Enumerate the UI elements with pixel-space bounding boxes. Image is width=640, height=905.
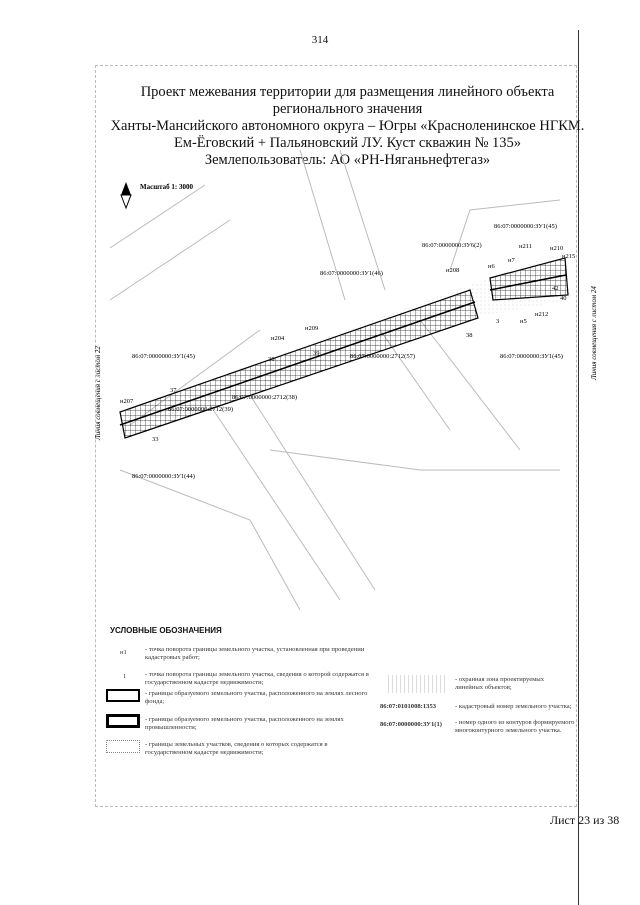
legend-symbol-point-new: н1 <box>120 649 127 656</box>
point-label: н210 <box>550 245 564 252</box>
point-label: н204 <box>271 335 285 342</box>
legend-swatch-industrial-land <box>106 714 140 728</box>
legend-text-registered-parcels: - границы земельных участков, сведения о которых содержатся в государственном кадастре недвижимости; <box>145 741 328 756</box>
title-line-1: Проект межевания территории для размещения линейного объекта <box>140 84 555 100</box>
legend-text-point-existing: - точка поворота границы земельного участка, сведения о которой содержатся в государственном кадастре недвижимости; <box>145 671 369 686</box>
title-line-2: регионального значения <box>272 101 423 117</box>
legend-text-point-new: - точка поворота границы земельного участка, установленная при проведении кадастровых работ; <box>145 646 365 661</box>
point-label: 37 <box>170 387 177 394</box>
point-label: 3 <box>496 318 500 325</box>
parcel-label: 86:07:0000000:ЗУ1(44) <box>132 473 195 480</box>
legend-swatch-protection-zone <box>388 675 446 693</box>
legend-symbol-point-existing: 1 <box>123 673 127 680</box>
point-label: н211 <box>519 243 532 250</box>
parcel-label: 86:07:0000000:ЗУ1(45) <box>500 353 563 360</box>
parcel-label: 86:07:0000000:ЗУ1(46) <box>320 270 383 277</box>
parcel-label: 86:07:0000000:2712(57) <box>350 353 415 360</box>
page-number: 314 <box>311 34 329 46</box>
legend-text-forest-land: - границы образуемого земельного участка, расположенного на землях лесного фонда; <box>145 690 368 705</box>
legend-text-protection-zone: - охранная зона проектируемых линейных объектов; <box>455 676 545 691</box>
point-label: н215 <box>562 253 576 260</box>
legend-text-industrial-land: - границы образуемого земельного участка, расположенного на землях промышленности; <box>145 716 344 731</box>
point-label: н5 <box>520 318 527 325</box>
north-arrow-icon <box>121 182 131 208</box>
sheet-number: Лист 23 из 38 <box>550 813 620 827</box>
parcel-label: 86:07:0000000:2712(39) <box>168 406 233 413</box>
legend-swatch-forest-land <box>106 689 140 702</box>
legend-symbol-contour-number: 86:07:0000000:ЗУ1(1) <box>380 721 442 728</box>
point-label: 39 <box>313 350 320 357</box>
legend-swatch-registered-parcels <box>106 740 140 753</box>
point-label: 36 <box>268 356 275 363</box>
point-label: 33 <box>152 436 159 443</box>
legend-text-cadastral-number: - кадастровый номер земельного участка; <box>455 703 572 710</box>
parcel-label: 86:07:0000000:ЗУ6(2) <box>422 242 482 249</box>
side-label-left: Линия совмещения с листом 22 <box>94 346 102 440</box>
point-label: н209 <box>305 325 319 332</box>
point-label: 40 <box>560 295 567 302</box>
point-label: н207 <box>120 398 134 405</box>
cadastral-parcels-background <box>110 150 560 610</box>
point-label: н7 <box>508 257 515 264</box>
point-label: н208 <box>446 267 460 274</box>
point-label: 38 <box>466 332 473 339</box>
point-label: 42 <box>552 285 559 292</box>
point-label: н212 <box>535 311 549 318</box>
parcel-label: 86:07:0000000:ЗУ1(45) <box>494 223 557 230</box>
parcel-label: 86:07:0000000:2712(38) <box>232 394 297 401</box>
title-line-4: Ем-Ёговский + Пальяновский ЛУ. Куст скважин № 135» <box>173 135 522 151</box>
legend-symbol-cadastral-number: 86:07:0101008:1353 <box>380 703 437 710</box>
scale-label: Масштаб 1: 3000 <box>140 183 193 191</box>
legend-title: УСЛОВНЫЕ ОБОЗНАЧЕНИЯ <box>110 626 222 635</box>
point-label: н6 <box>488 263 495 270</box>
linear-object-corridor <box>120 290 478 438</box>
parcel-label: 86:07:0000000:ЗУ1(45) <box>132 353 195 360</box>
title-line-3: Ханты-Мансийского автономного округа – Югры «Красноленинское НГКМ. <box>110 118 585 134</box>
legend-text-contour-number: - номер одного из контуров формируемого многоконтурного земельного участка. <box>455 719 575 734</box>
side-label-right: Линия совмещения с листом 24 <box>590 286 598 380</box>
title-line-5: Землепользователь: АО «РН-Няганьнефтегаз» <box>204 152 491 168</box>
